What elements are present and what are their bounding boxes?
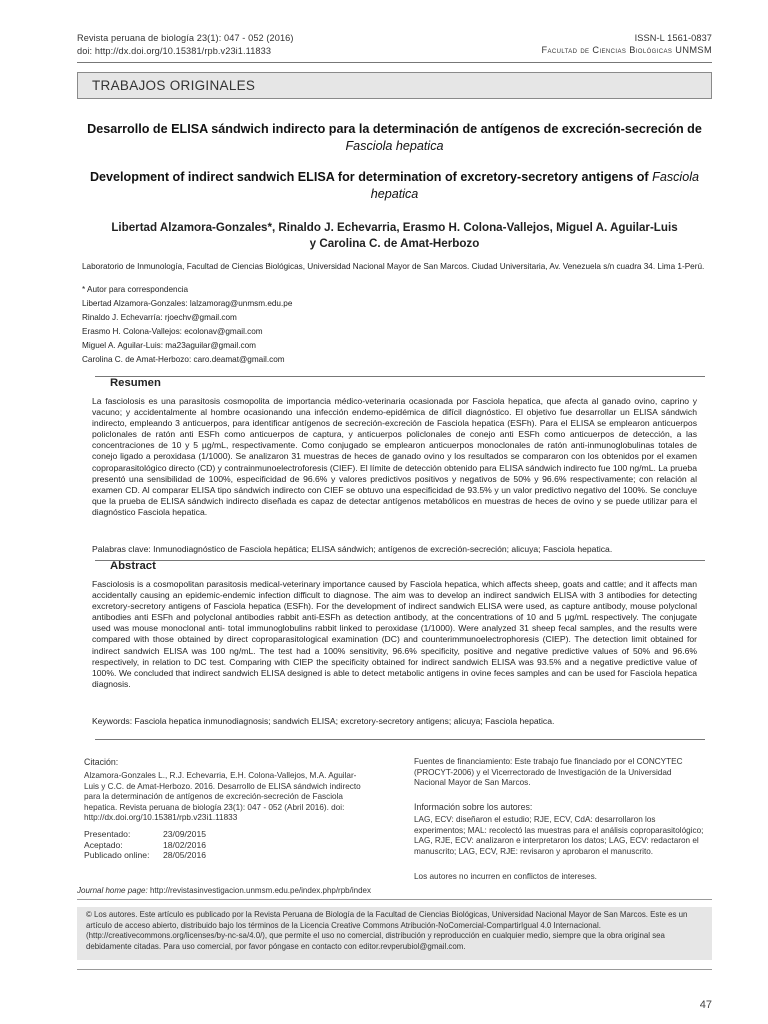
section-label-box bbox=[77, 72, 712, 99]
license-box bbox=[77, 907, 712, 960]
date-label: Presentado: bbox=[84, 829, 131, 839]
author-email: Erasmo H. Colona-Vallejos: ecolonav@gmail.com bbox=[82, 327, 263, 336]
resumen-heading: Resumen bbox=[110, 377, 161, 389]
title-spanish bbox=[77, 121, 712, 155]
bottom-rule bbox=[77, 969, 712, 970]
authors-line-2: y Carolina C. de Amat-Herbozo bbox=[309, 237, 480, 250]
date-value: 28/05/2016 bbox=[163, 850, 207, 860]
homepage-label: Journal home page: bbox=[77, 886, 148, 895]
header-rule bbox=[77, 62, 712, 63]
footer-rule bbox=[77, 899, 712, 900]
conflict-statement: Los autores no incurren en conflictos de intereses. bbox=[414, 872, 597, 881]
resumen-text bbox=[92, 396, 697, 518]
affiliation: Laboratorio de Inmunología, Facultad de Ciencias Biológicas, Universidad Nacional Mayor de San Marcos. Ciudad Universitaria, Av. Venezuela s/n cuadra 34. Lima 1-Perú. bbox=[82, 262, 705, 271]
license-text: © Los autores. Este artículo es publicado por la Revista Peruana de Biología de la Facultad de Ciencias Biológicas, Universidad Nacional Mayor de San Marcos. Este es un artículo de acceso abierto, distribuido bajo los términos de la Licencia Creative Commons Atribución-NoComercial-CompartirIgual 4.0 Internacional.(http://creativecommons.org/licenses/by-nc-sa/4.0/), que permite el uso no comercial, distribución y reproducción en cualquier medio, siempre que la obra original sea debidamente citadas. Para uso comercial, por favor póngase en contacto con editor.revperubiol@gmail.com. bbox=[86, 910, 688, 951]
author-email: Miguel A. Aguilar-Luis: ma23aguilar@gmail.com bbox=[82, 341, 256, 350]
title-spanish-main: Desarrollo de ELISA sándwich indirecto para la determinación de antígenos de excreción-secreción de bbox=[87, 122, 702, 136]
author-email: Rinaldo J. Echevarría: rjoechv@gmail.com bbox=[82, 313, 237, 322]
section-label: TRABAJOS ORIGINALES bbox=[92, 78, 256, 93]
page-number: 47 bbox=[699, 999, 712, 1011]
title-english-species: Fasciola hepatica bbox=[370, 170, 700, 201]
doi-link[interactable]: doi: http://dx.doi.org/10.15381/rpb.v23i1.11833 bbox=[77, 46, 272, 56]
title-english-main: Development of indirect sandwich ELISA for determination of excretory-secretory antigens of bbox=[89, 170, 653, 184]
abstract-paragraph: Fasciolosis is a cosmopolitan parasitosis medical-veterinary importance caused by Fasciola hepatica, which affects sheep, goats and cattle; and it affects man accidentally causing an epidemic-endemic infection difficult to diagnose. The aim was to develop an indirect sandwich ELISA with 3 antibodies for detecting excretory-secretory antigens of Fasciola hepatica (ESFh). For the development of indirect sandwich ELISA were used, as capture antibody, mouse polyclonal antibodies anti ESFh and polyclonal antibodies rabbit anti-ESFh as detection antibody, at the concentrations of 10 and 5 µg/mL respectively. The conjugate used was mouse monoclonal anti- total immunoglobulins rabbit linked to peroxidase (1/1000). Were analyzed 31 sheep fecal samples, and the results were compared with those obtained by direct coproparasitological examination (DC) and counterimmunoelectrophoresis (CIEP). The detection limit obtained for indirect sandwich ELISA was 100 ng/mL. The test had a 100% sensitivity, 96.6% specificity, positive and negative predictive values of 50% and 96.6% respectively, in relation to DC test. Comparing with CIEP the specificity obtained for indirect sandwich ELISA was 93.5% and a negative predictive value of 100%. We concluded that indirect sandwich ELISA designed is able to detect metabolic antigens in ovine feces samples and can be used for Fasciola hepatica diagnosis. bbox=[92, 579, 697, 689]
homepage-url[interactable]: http://revistasinvestigacion.unmsm.edu.pe/index.php/rpb/index bbox=[149, 886, 371, 895]
citation-label: Citación: bbox=[84, 757, 119, 767]
author-info-label: Información sobre los autores: bbox=[414, 802, 533, 812]
date-value: 18/02/2016 bbox=[163, 839, 207, 850]
abstract-text bbox=[92, 579, 697, 690]
authors bbox=[77, 220, 712, 252]
abstract-end-rule bbox=[95, 739, 705, 740]
abstract-heading: Abstract bbox=[110, 560, 156, 572]
date-label: Aceptado: bbox=[84, 839, 123, 850]
journal-reference: Revista peruana de biología 23(1): 047 - 052 (2016) bbox=[77, 33, 294, 43]
date-value: 23/09/2015 bbox=[163, 829, 207, 839]
resumen-paragraph: La fasciolosis es una parasitosis cosmopolita de importancia médico-veterinaria ocasionada por Fasciola hepatica, que afecta al ganado ovino, caprino y vacuno; y accidentalmente al hombre ocasionando una infección endemo-epidémica de difícil diagnóstico. El objetivo fue desarrollar un ELISA sándwich indirecto, empleando 3 anticuerpos, para identificar antígenos de secreción-excreción de Fasciola hepatica (ESFh). Para el ELISA se emplearon anticuerpos policlonales de ratón anti ESFh como anticuerpos de captura, y anticuerpos policlonales de conejo anti ESFh como anticuerpos de detección, a las concentraciones de 10 y 5 µg/mL, respectivamente. Como conjugado se emplearon anticuerpos monoclonales de ratón anti-inmunoglobulinas totales de conejo ligado a peroxidasa (1/1000). Se analizaron 31 muestras de heces de ganado ovino y los resultados se compararon con los obtenidos por el examen coproparasitológico directo (CD) y contrainmunoelectroforesis (CIEF). El límite de detección obtenido para ELISA sándwich indirecto fue 100 ng/mL. La prueba presentó una sensibilidad de 100%, especificidad de 96.6% y valores predictivos positivos y negativos de 50% y 96.6% respectivamente; con relación al examen CD. Al comparar ELISA tipo sándwich indirecto con CIEF se obtuvo una especificidad de 93.5% y un valor predictivo negativo del 100%. Se concluye que la prueba de ELISA sándwich indirecto diseñada es capaz de detectar antígenos metabólicos en muestras de heces de ovino y se puede utilizar para el diagnóstico Fasciola hepatica. bbox=[92, 396, 697, 517]
author-email: Libertad Alzamora-Gonzales: lalzamorag@unmsm.edu.pe bbox=[82, 299, 293, 308]
keywords: Keywords: Fasciola hepatica inmunodiagnosis; sandwich ELISA; excretory-secretory antigens; alicuya; Fasciola hepatica. bbox=[92, 716, 555, 726]
faculty-name: Facultad de Ciencias Biológicas UNMSM bbox=[541, 45, 712, 55]
dates-block bbox=[84, 829, 206, 861]
issn: ISSN-L 1561-0837 bbox=[634, 33, 712, 43]
authors-line-1: Libertad Alzamora-Gonzales*, Rinaldo J. Echevarria, Erasmo H. Colona-Vallejos, Miguel A. Aguilar-Luis bbox=[111, 221, 678, 234]
journal-homepage bbox=[77, 886, 371, 895]
author-info-text: LAG, ECV: diseñaron el estudio; RJE, ECV, CdA: desarrollaron los experimentos; MAL: recolectó las muestras para el análisis coproparasitológico; LAG, RJE, ECV: analizaron e interpretaron los datos; LAG, ECV: redactaron el manuscrito; LAG, ECV, RJE: revisaron y aprobaron el manuscrito. bbox=[414, 815, 704, 856]
date-row bbox=[84, 850, 206, 861]
corresponding-note: * Autor para correspondencia bbox=[82, 285, 189, 294]
author-email: Carolina C. de Amat-Herbozo: caro.deamat@gmail.com bbox=[82, 355, 285, 364]
citation-text: Alzamora-Gonzales L., R.J. Echevarria, E.H. Colona-Vallejos, M.A. Aguilar-Luis y C.C. de Amat-Herbozo. 2016. Desarrollo de ELISA sándwich indirecto para la determinación de antígenos de excreción-secreción de Fasciola hepatica. Revista peruana de biología 23(1): 047 - 052 (Abril 2016). doi: http://dx.doi.org/10.15381/rpb.v23i1.11833 bbox=[84, 771, 361, 823]
title-spanish-species: Fasciola hepatica bbox=[345, 139, 444, 153]
title-english bbox=[77, 169, 712, 203]
date-row bbox=[84, 840, 206, 851]
abstract-rule bbox=[95, 560, 705, 561]
resumen-rule bbox=[95, 376, 705, 377]
palabras-clave: Palabras clave: Inmunodiagnóstico de Fasciola hepática; ELISA sándwich; antígenos de excreción-secreción; alicuya; Fasciola hepatica. bbox=[92, 544, 613, 554]
funding-text: Fuentes de financiamiento: Este trabajo fue financiado por el CONCYTEC (PROCYT-2006) y el Vicerrectorado de Investigación de la Universidad Nacional Mayor de San Marcos. bbox=[414, 757, 683, 788]
date-label: Publicado online: bbox=[84, 850, 150, 860]
date-row bbox=[84, 829, 206, 840]
